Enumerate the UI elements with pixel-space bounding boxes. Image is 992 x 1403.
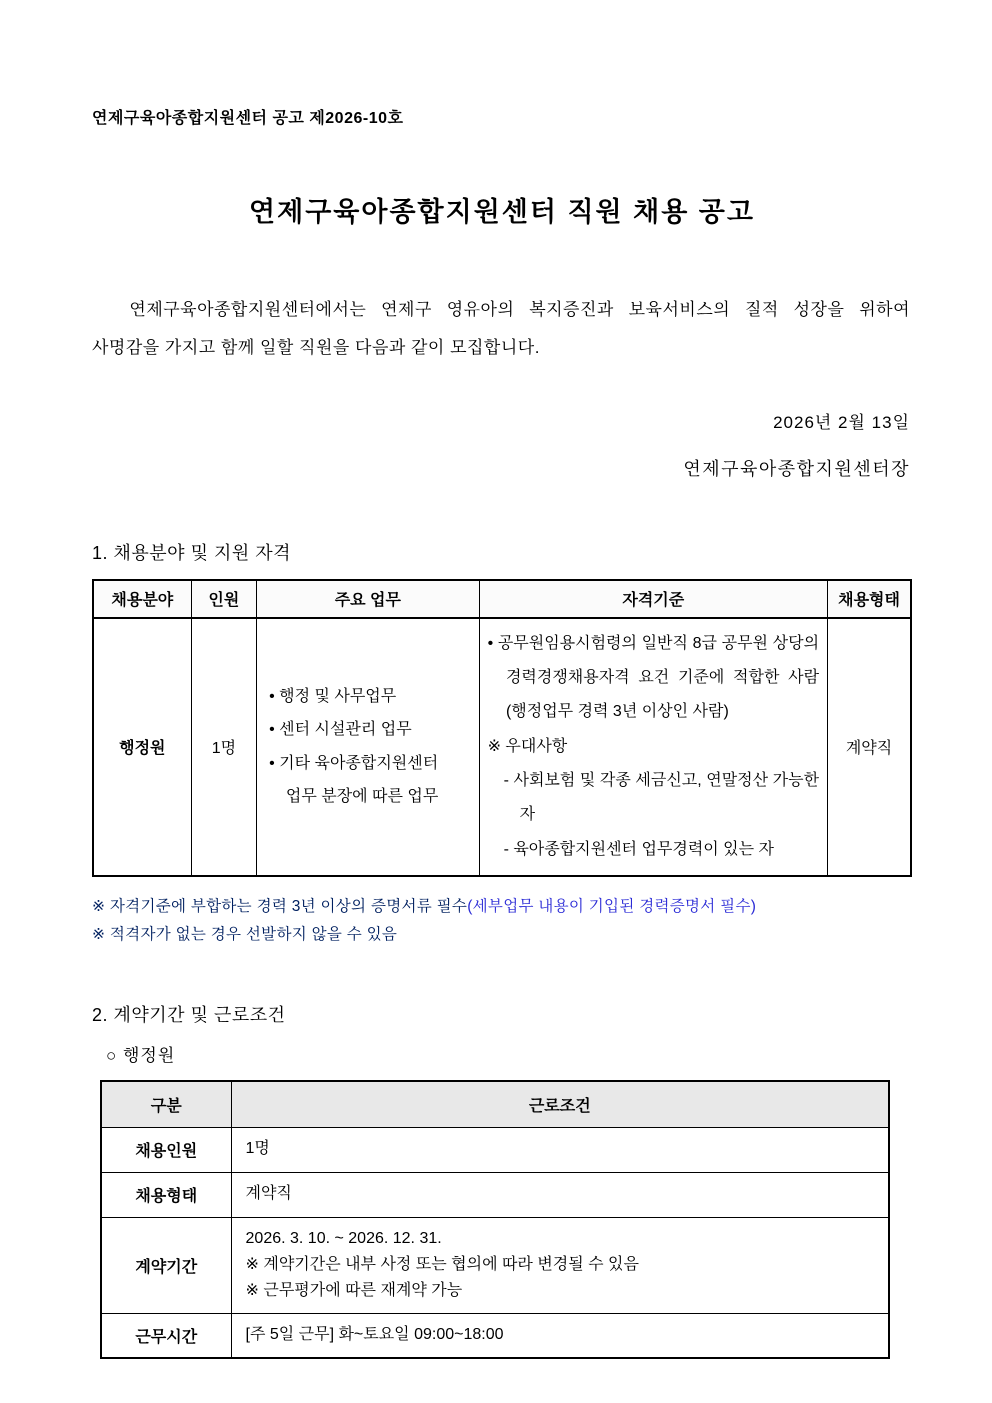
preferred-label: ※ 우대사항	[487, 737, 568, 755]
value-line: 1명	[245, 1140, 270, 1158]
row-label: 채용인원	[101, 1127, 231, 1172]
value-line: [주 5일 근무] 화~토요일 09:00~18:00	[245, 1326, 504, 1344]
cell-employment-type: 계약직	[828, 618, 911, 877]
doc-number: 연제구육아종합지원센터 공고 제2026-10호	[92, 110, 404, 127]
duty-item: • 기타 육아종합지원센터 업무 분장에 따른 업무	[269, 754, 439, 806]
duty-item: • 행정 및 사무업무	[269, 687, 397, 705]
cell-count: 1명	[191, 618, 256, 877]
col-header-conditions: 근로조건	[231, 1081, 889, 1127]
col-header-count: 인원	[191, 580, 256, 618]
col-header-field: 채용분야	[93, 580, 191, 618]
section1-heading: 1. 채용분야 및 지원 자격	[92, 542, 292, 563]
signature-line: 연제구육아종합지원센터장	[683, 458, 910, 479]
preferred-item: - 사회보험 및 각종 세금신고, 연말정산 가능한 자	[503, 772, 820, 824]
cell-qualification	[479, 618, 827, 877]
cell-field: 행정원	[93, 618, 191, 877]
table-notes	[92, 893, 912, 949]
note1-main: ※ 자격기준에 부합하는 경력 3년 이상의 증명서류 필수	[92, 898, 468, 916]
row-label: 채용형태	[101, 1172, 231, 1217]
col-header-duties: 주요 업무	[257, 580, 479, 618]
conditions-row-type	[101, 1172, 889, 1217]
section2-subheading: ○ 행정원	[106, 1046, 176, 1066]
value-line: 계약직	[245, 1185, 292, 1203]
page-title: 연제구육아종합지원센터 직원 채용 공고	[249, 197, 755, 227]
announcement-date: 2026년 2월 13일	[773, 412, 910, 432]
row-value	[231, 1217, 889, 1313]
preferred-item: - 육아종합지원센터 업무경력이 있는 자	[503, 840, 774, 858]
qualification-main: • 공무원임용시험령의 일반직 8급 공무원 상당의 경력경쟁채용자격 요건 기준에 적합한 사람(행정업무 경력 3년 이상인 사람)	[487, 634, 820, 721]
cell-duties	[257, 618, 479, 877]
row-label: 근무시간	[101, 1313, 231, 1358]
note2-text: ※ 적격자가 없는 경우 선발하지 않을 수 있음	[92, 926, 398, 944]
col-header-employment-type: 채용형태	[828, 580, 911, 618]
note-line-1	[92, 893, 912, 921]
conditions-row-hours	[101, 1313, 889, 1358]
row-value	[231, 1172, 889, 1217]
conditions-row-count	[101, 1127, 889, 1172]
col-header-qualification: 자격기준	[479, 580, 827, 618]
conditions-row-period	[101, 1217, 889, 1313]
recruitment-table	[92, 579, 912, 878]
conditions-header-row	[101, 1081, 889, 1127]
note-line-2	[92, 921, 912, 949]
recruitment-table-data-row	[93, 618, 911, 877]
value-line: ※ 근무평가에 따른 재계약 가능	[245, 1282, 463, 1300]
col-header-category: 구분	[101, 1081, 231, 1127]
working-conditions-table	[100, 1080, 890, 1359]
row-value	[231, 1127, 889, 1172]
value-line: ※ 계약기간은 내부 사정 또는 협의에 따라 변경될 수 있음	[245, 1255, 639, 1273]
section2-heading: 2. 계약기간 및 근로조건	[92, 1005, 286, 1026]
duty-item: • 센터 시설관리 업무	[269, 721, 412, 739]
row-value	[231, 1313, 889, 1358]
recruitment-table-header-row	[93, 580, 911, 618]
intro-paragraph: 연제구육아종합지원센터에서는 연제구 영유아의 복지증진과 보육서비스의 질적 성장을 위하여 사명감을 가지고 함께 일할 직원을 다음과 같이 모집합니다.	[92, 300, 910, 358]
value-line: 2026. 3. 10. ~ 2026. 12. 31.	[245, 1229, 442, 1247]
note1-paren: (세부업무 내용이 기입된 경력증명서 필수)	[467, 898, 757, 916]
row-label: 계약기간	[101, 1217, 231, 1313]
